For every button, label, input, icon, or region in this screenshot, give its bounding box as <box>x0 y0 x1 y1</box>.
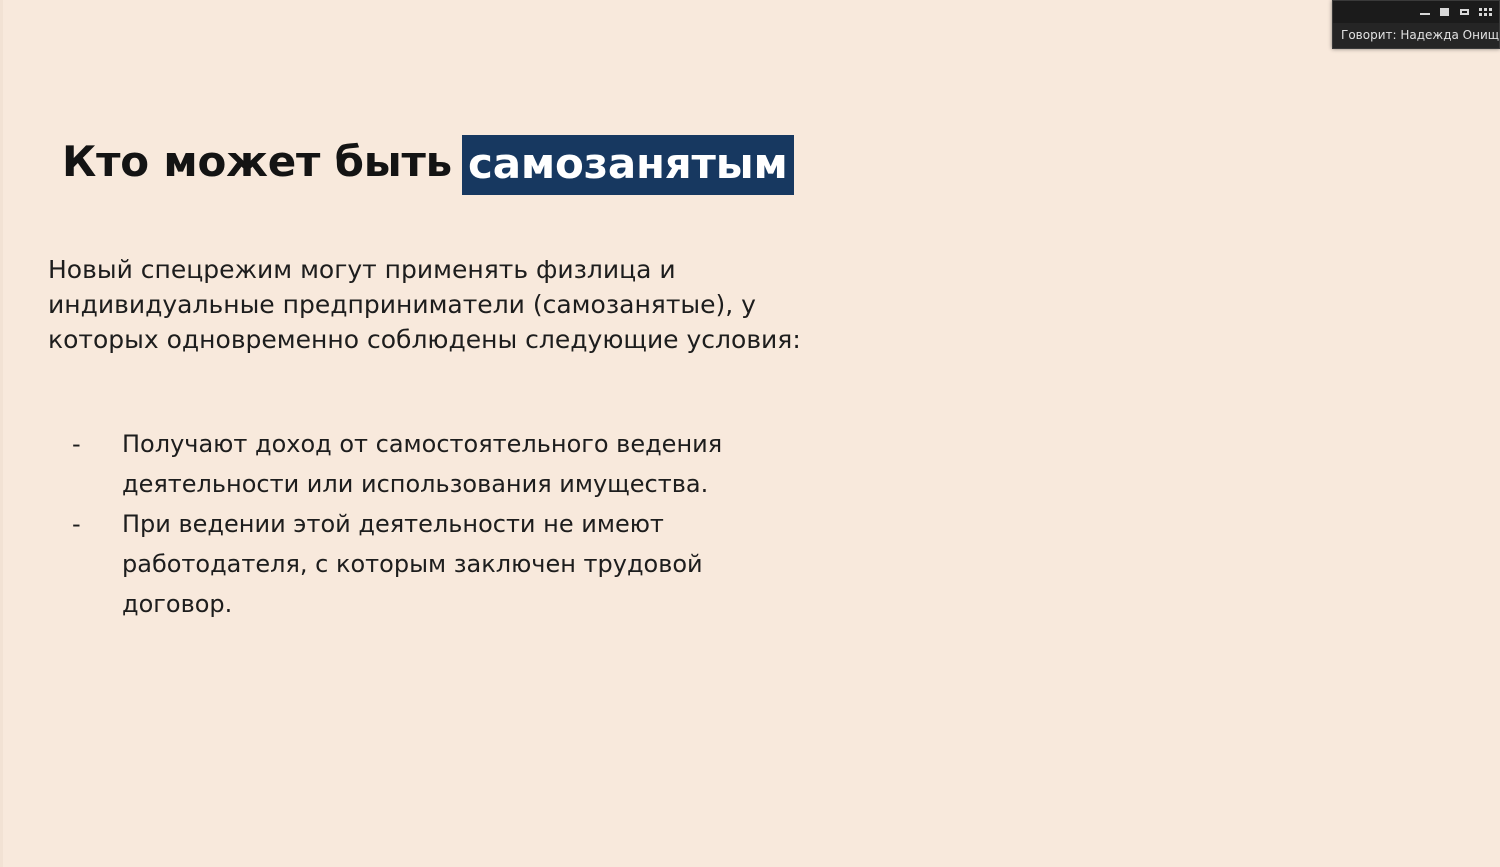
bullet-text: При ведении этой деятельности не имеют работодателя, с которым заключен трудовой договор. <box>122 510 703 618</box>
slide-title <box>62 133 794 193</box>
maximize-icon[interactable] <box>1439 6 1451 18</box>
speaker-video-window[interactable] <box>1332 0 1500 49</box>
slide-body-paragraph <box>48 252 838 357</box>
slide-left-edge <box>0 0 3 867</box>
bullet-marker: - <box>72 430 81 458</box>
minimize-icon[interactable] <box>1419 6 1431 18</box>
speaker-window-titlebar[interactable] <box>1333 1 1499 23</box>
list-item <box>72 504 832 624</box>
slide-title-highlighted-text: самозанятым <box>462 135 794 195</box>
active-speaker-label: Говорит: Надежда Онищ <box>1333 23 1499 48</box>
bullet-marker: - <box>72 510 81 538</box>
slide-title-plain-text: Кто может быть <box>62 137 452 186</box>
slide-paragraph-text: Новый спецрежим могут применять физлица и индивидуальные предприниматели (самозанятые), у которых одновременно соблюдены следующие условия: <box>48 255 801 354</box>
bullet-text: Получают доход от самостоятельного ведения деятельности или использования имущества. <box>122 430 723 498</box>
restore-icon[interactable] <box>1459 6 1471 18</box>
slide-bullet-list <box>72 424 832 624</box>
list-item <box>72 424 832 504</box>
layout-grid-icon[interactable] <box>1479 6 1493 18</box>
